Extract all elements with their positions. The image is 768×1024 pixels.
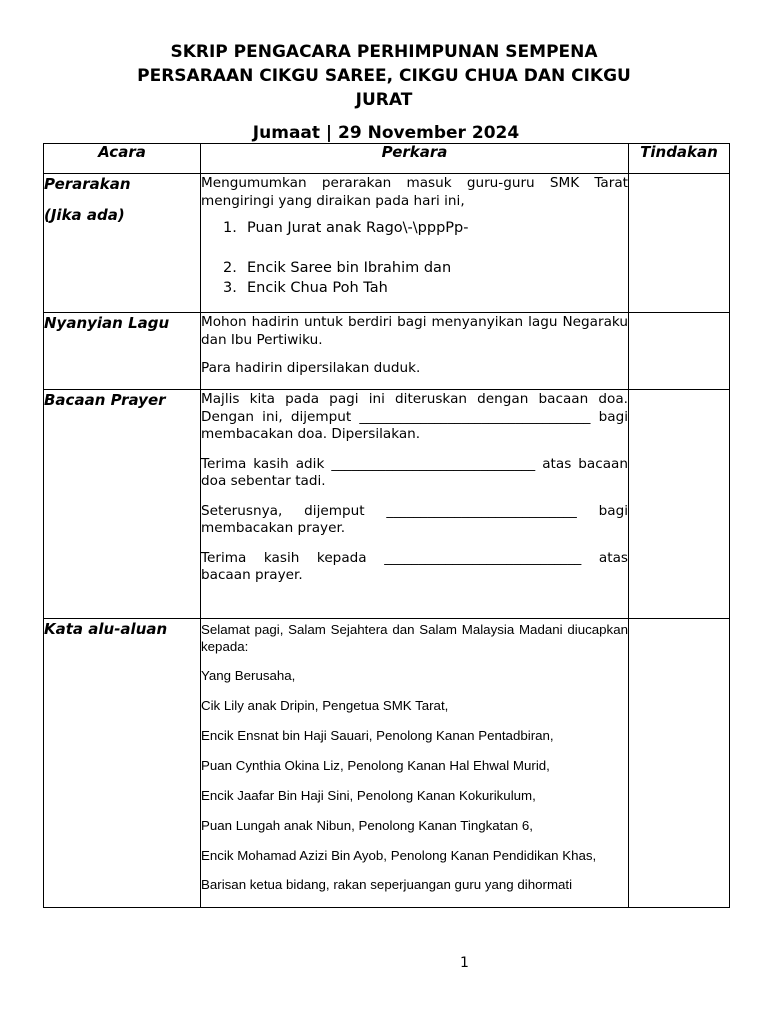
acara-label: Nyanyian Lagu xyxy=(44,314,170,332)
list-text: Encik Chua Poh Tah xyxy=(247,280,388,296)
acara-cell xyxy=(44,174,201,313)
perkara-text: Mohon hadirin untuk berdiri bagi menyanyikan lagu Negaraku dan Ibu Pertiwiku. xyxy=(201,314,628,348)
perkara-text: Terima kasih adik ______________________________ atas bacaan doa sebentar tadi. xyxy=(201,455,628,489)
perkara-text: Puan Cynthia Okina Liz, Penolong Kanan Hal Ehwal Murid, xyxy=(201,758,550,773)
header-tindakan: Tindakan xyxy=(629,144,730,174)
perkara-text: Barisan ketua bidang, rakan seperjuangan guru yang dihormati xyxy=(201,877,573,892)
acara-cell xyxy=(44,619,201,908)
acara-cell xyxy=(44,313,201,390)
acara-label: Kata alu-aluan xyxy=(44,620,168,638)
perkara-text: Para hadirin dipersilakan duduk. xyxy=(201,360,421,376)
list-number: 3. xyxy=(223,280,237,296)
perkara-text: Mengumumkan perarakan masuk guru-guru SMK Tarat mengiringi yang diraikan pada hari ini, xyxy=(201,175,628,209)
list-number: 2. xyxy=(223,260,237,276)
acara-sublabel: (Jika ada) xyxy=(44,206,125,224)
list-item xyxy=(201,258,628,278)
title-line: PERSARAAN CIKGU SAREE, CIKGU CHUA DAN CIKGU xyxy=(137,66,631,86)
acara-cell xyxy=(44,390,201,619)
table-row xyxy=(44,313,730,390)
page-number: 1 xyxy=(460,955,469,971)
event-date: Jumaat | 29 November 2024 xyxy=(252,123,520,143)
list-item xyxy=(201,278,628,298)
perkara-text: Cik Lily anak Dripin, Pengetua SMK Tarat, xyxy=(201,698,449,713)
perkara-text: Puan Lungah anak Nibun, Penolong Kanan Tingkatan 6, xyxy=(201,818,533,833)
list-item xyxy=(201,218,628,238)
perkara-cell xyxy=(201,390,629,619)
perkara-cell xyxy=(201,313,629,390)
acara-label: Perarakan xyxy=(44,175,131,193)
perkara-text: Selamat pagi, Salam Sejahtera dan Salam Malaysia Madani diucapkan kepada: xyxy=(201,622,628,654)
perkara-cell xyxy=(201,619,629,908)
perkara-text: Encik Mohamad Azizi Bin Ayob, Penolong Kanan Pendidikan Khas, xyxy=(201,848,597,863)
list-number: 1. xyxy=(223,220,237,236)
perkara-text: Encik Jaafar Bin Haji Sini, Penolong Kanan Kokurikulum, xyxy=(201,788,536,803)
tindakan-cell xyxy=(629,174,730,313)
tindakan-cell xyxy=(629,313,730,390)
title-line: JURAT xyxy=(355,90,413,110)
tindakan-cell xyxy=(629,619,730,908)
title-line: SKRIP PENGACARA PERHIMPUNAN SEMPENA xyxy=(170,42,598,62)
tindakan-cell xyxy=(629,390,730,619)
header-perkara: Perkara xyxy=(201,144,629,174)
table-header-row xyxy=(44,144,730,174)
table-row xyxy=(44,390,730,619)
header-acara: Acara xyxy=(44,144,201,174)
perkara-text: Yang Berusaha, xyxy=(201,668,296,683)
table-row xyxy=(44,619,730,908)
list-text: Encik Saree bin Ibrahim dan xyxy=(247,260,452,276)
perkara-cell xyxy=(201,174,629,313)
table-row xyxy=(44,174,730,313)
script-table xyxy=(43,143,730,908)
list-text: Puan Jurat anak Rago\-\pppPp- xyxy=(247,220,469,236)
acara-label: Bacaan Prayer xyxy=(44,391,166,409)
perkara-text: Terima kasih kepada _____________________________ atas bacaan prayer. xyxy=(201,549,628,583)
perkara-text: Majlis kita pada pagi ini diteruskan dengan bacaan doa. Dengan ini, dijemput __________________________________ bagi membacakan doa. Dipersilakan. xyxy=(201,391,628,442)
perkara-text: Encik Ensnat bin Haji Sauari, Penolong Kanan Pentadbiran, xyxy=(201,728,554,743)
document-title xyxy=(60,40,708,112)
perkara-text: Seterusnya, dijemput ____________________________ bagi membacakan prayer. xyxy=(201,502,628,536)
